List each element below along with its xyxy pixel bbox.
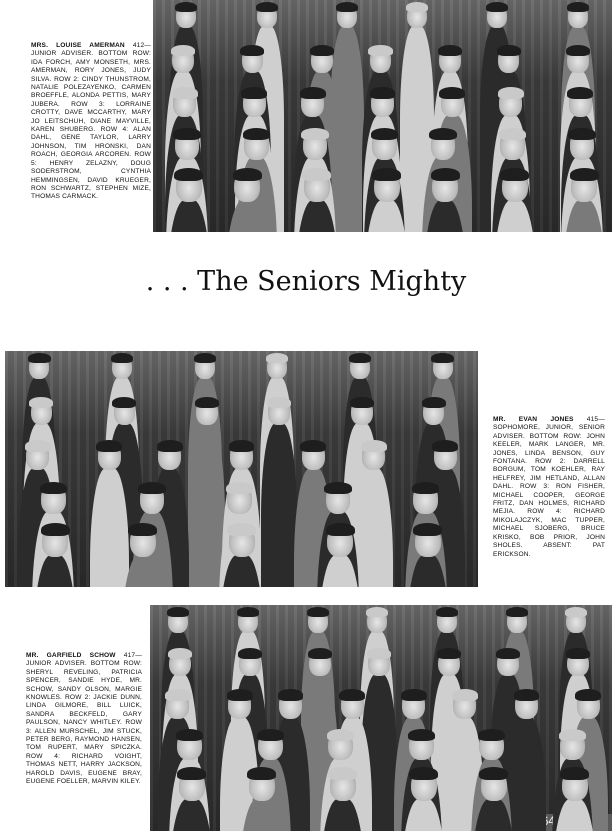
adviser-name: MR. GARFIELD SCHOW [26, 652, 116, 659]
student-figure [411, 770, 437, 801]
student-figure [409, 731, 434, 760]
student-figure [432, 171, 458, 202]
student-figure [569, 89, 592, 117]
student-figure [367, 609, 387, 633]
student-figure [351, 399, 373, 425]
student-figure [502, 171, 528, 202]
student-figure [179, 770, 205, 801]
student-figure [577, 691, 600, 719]
student-figure [257, 4, 277, 28]
student-figure [242, 47, 264, 73]
student-figure [229, 526, 255, 557]
student-figure [374, 171, 400, 202]
student-figure [433, 355, 453, 379]
student-figure [175, 130, 200, 159]
student-figure [238, 609, 258, 633]
student-figure [140, 484, 165, 513]
class-photo-room-417 [150, 605, 612, 831]
student-figure [303, 130, 328, 159]
student-figure [304, 171, 330, 202]
student-figure [423, 399, 445, 425]
adviser-name: MR. EVAN JONES [493, 416, 574, 423]
student-figure [368, 651, 390, 677]
student-figure [41, 484, 66, 513]
student-figure [402, 691, 425, 719]
student-figure [515, 691, 538, 719]
student-figure [177, 731, 202, 760]
student-figure [168, 609, 188, 633]
student-figure [29, 355, 49, 379]
student-figure [499, 89, 522, 117]
class-photo-room-415 [5, 351, 478, 587]
student-figure [268, 399, 290, 425]
caption-room-412 [31, 42, 151, 202]
student-figure [434, 442, 457, 470]
student-figure [227, 484, 252, 513]
student-figure [481, 770, 507, 801]
student-figure [571, 171, 597, 202]
caption-text: 412—JUNIOR ADVISER. BOTTOM ROW: IDA FORCH, AMY MONSETH, MRS. AMERMAN, RORY JONES, JUDY SILVA. ROW 2: CINDY THUNSTROM, NATALIE POLEZAYENKO, CARMEN BROEFFLE, ALONDA PETTIS, MARY JUBERA. ROW 3: LORRAINE CROTTY, DAVE MCCARTHY, MARY JO LEITSCHUH, DIANE MAYVILLE, KAREN SHUBERG. ROW 4: ALAN DAHL, GENE TAYLOR, LARRY JOHNSON, TIM HRONSKI, DAN ROACH, GEORGIA ARCOREN. ROW 5: HENRY ZELAZNY, DOUG SODERSTROM, CYNTHIA HEMMINGSEN, DAVID KRUEGER, RON SCHWARTZ, STEPHEN MIZE, THOMAS CARMACK. [31, 42, 152, 201]
student-figure [498, 47, 520, 73]
student-figure [327, 526, 353, 557]
student-figure [311, 47, 333, 73]
student-figure [372, 130, 397, 159]
student-figure [301, 89, 324, 117]
student-figure [507, 609, 527, 633]
adviser-name: MRS. LOUISE AMERMAN [31, 42, 125, 49]
student-figure [243, 89, 266, 117]
student-figure [26, 442, 49, 470]
student-figure [362, 442, 385, 470]
student-figure [328, 731, 353, 760]
student-figure [500, 130, 525, 159]
student-figure [130, 526, 156, 557]
student-figure [169, 651, 191, 677]
student-figure [562, 770, 588, 801]
student-figure [415, 526, 441, 557]
caption-text: 417—JUNIOR ADVISER. BOTTOM ROW: SHERYL REVELING, PATRICIA SPENCER, SANDIE HYDE, MR. SCHOW, SANDY OLSON, MARGIE KNOWLES. ROW 2: JACKIE DUNN, LINDA GILMORE, BILL LUICK, SANDRA BECKFELD, GARY PAULSON, NANCY WHITLEY. ROW 3: ALLEN MURSCHEL, JIM STUCK, PETER BERG, RAYMOND HANSEN, TOM RUPERT, MARY SPICZKA. ROW 4: RICHARD VOIGHT, THOMAS NETT, HARRY JACKSON, HAROLD DAVIS, EUGENE BRAY, EUGENE FOELLER, MARVIN KILEY. [26, 652, 142, 786]
student-figure [431, 130, 456, 159]
page-heading: . . . The Seniors Mighty [145, 266, 467, 297]
student-figure [567, 47, 589, 73]
student-figure [413, 484, 438, 513]
caption-text: 415—SOPHOMORE, JUNIOR, SENIOR ADVISER. BOTTOM ROW: JOHN KEELER, MARK LANGER, MR. JONES, LINDA BENSON, GUY FONTANA. ROW 2: DARRELL BORGUM, TOM KOEHLER, RAY HELFREY, JIM HETLAND, ALLAN DAHL. ROW 3: RON FISHER, MICHAEL COOPER, GEORGE FRITZ, DAN HOLMES, RICHARD MEJIA. ROW 4: RICHARD MIKOLAJCZYK, MAC TUPPER, MICHAEL SJOBERG, BRUCE KRISKO, BOB PRIOR, JOHN SHOLES. ABSENT: PAT ERICKSON. [493, 416, 605, 558]
student-figure [453, 691, 476, 719]
student-figure [441, 89, 464, 117]
student-figure [438, 651, 460, 677]
student-figure [407, 4, 427, 28]
student-figure [112, 355, 132, 379]
student-figure [439, 47, 461, 73]
student-figure [350, 355, 370, 379]
student-figure [570, 130, 595, 159]
student-figure [309, 651, 331, 677]
student-figure [341, 691, 364, 719]
student-figure [195, 355, 215, 379]
student-figure [337, 4, 357, 28]
student-figure [567, 651, 589, 677]
student-figure [267, 355, 287, 379]
student-figure [239, 651, 261, 677]
student-figure [176, 4, 196, 28]
student-figure [234, 171, 260, 202]
student-figure [176, 171, 202, 202]
student-figure [566, 609, 586, 633]
student-figure [249, 770, 275, 801]
student-figure [114, 399, 136, 425]
student-figure [479, 731, 504, 760]
caption-room-415 [493, 416, 605, 559]
student-figure [302, 442, 325, 470]
student-figure [279, 691, 302, 719]
student-figure [437, 609, 457, 633]
student-figure [172, 47, 194, 73]
student-figure [244, 130, 269, 159]
student-figure [568, 4, 588, 28]
student-figure [258, 731, 283, 760]
student-figure [42, 526, 68, 557]
student-figure [370, 47, 392, 73]
student-figure [497, 651, 519, 677]
student-figure [173, 89, 196, 117]
student-figure [158, 442, 181, 470]
student-figure [98, 442, 121, 470]
student-figure [560, 731, 585, 760]
student-figure [228, 691, 251, 719]
class-photo-room-412 [153, 0, 612, 232]
student-figure [371, 89, 394, 117]
student-figure [166, 691, 189, 719]
student-figure [31, 399, 53, 425]
student-figure [330, 770, 356, 801]
student-figure [326, 484, 351, 513]
student-figure [196, 399, 218, 425]
caption-room-417 [26, 652, 142, 787]
student-figure [308, 609, 328, 633]
student-figure [230, 442, 253, 470]
student-figure [487, 4, 507, 28]
